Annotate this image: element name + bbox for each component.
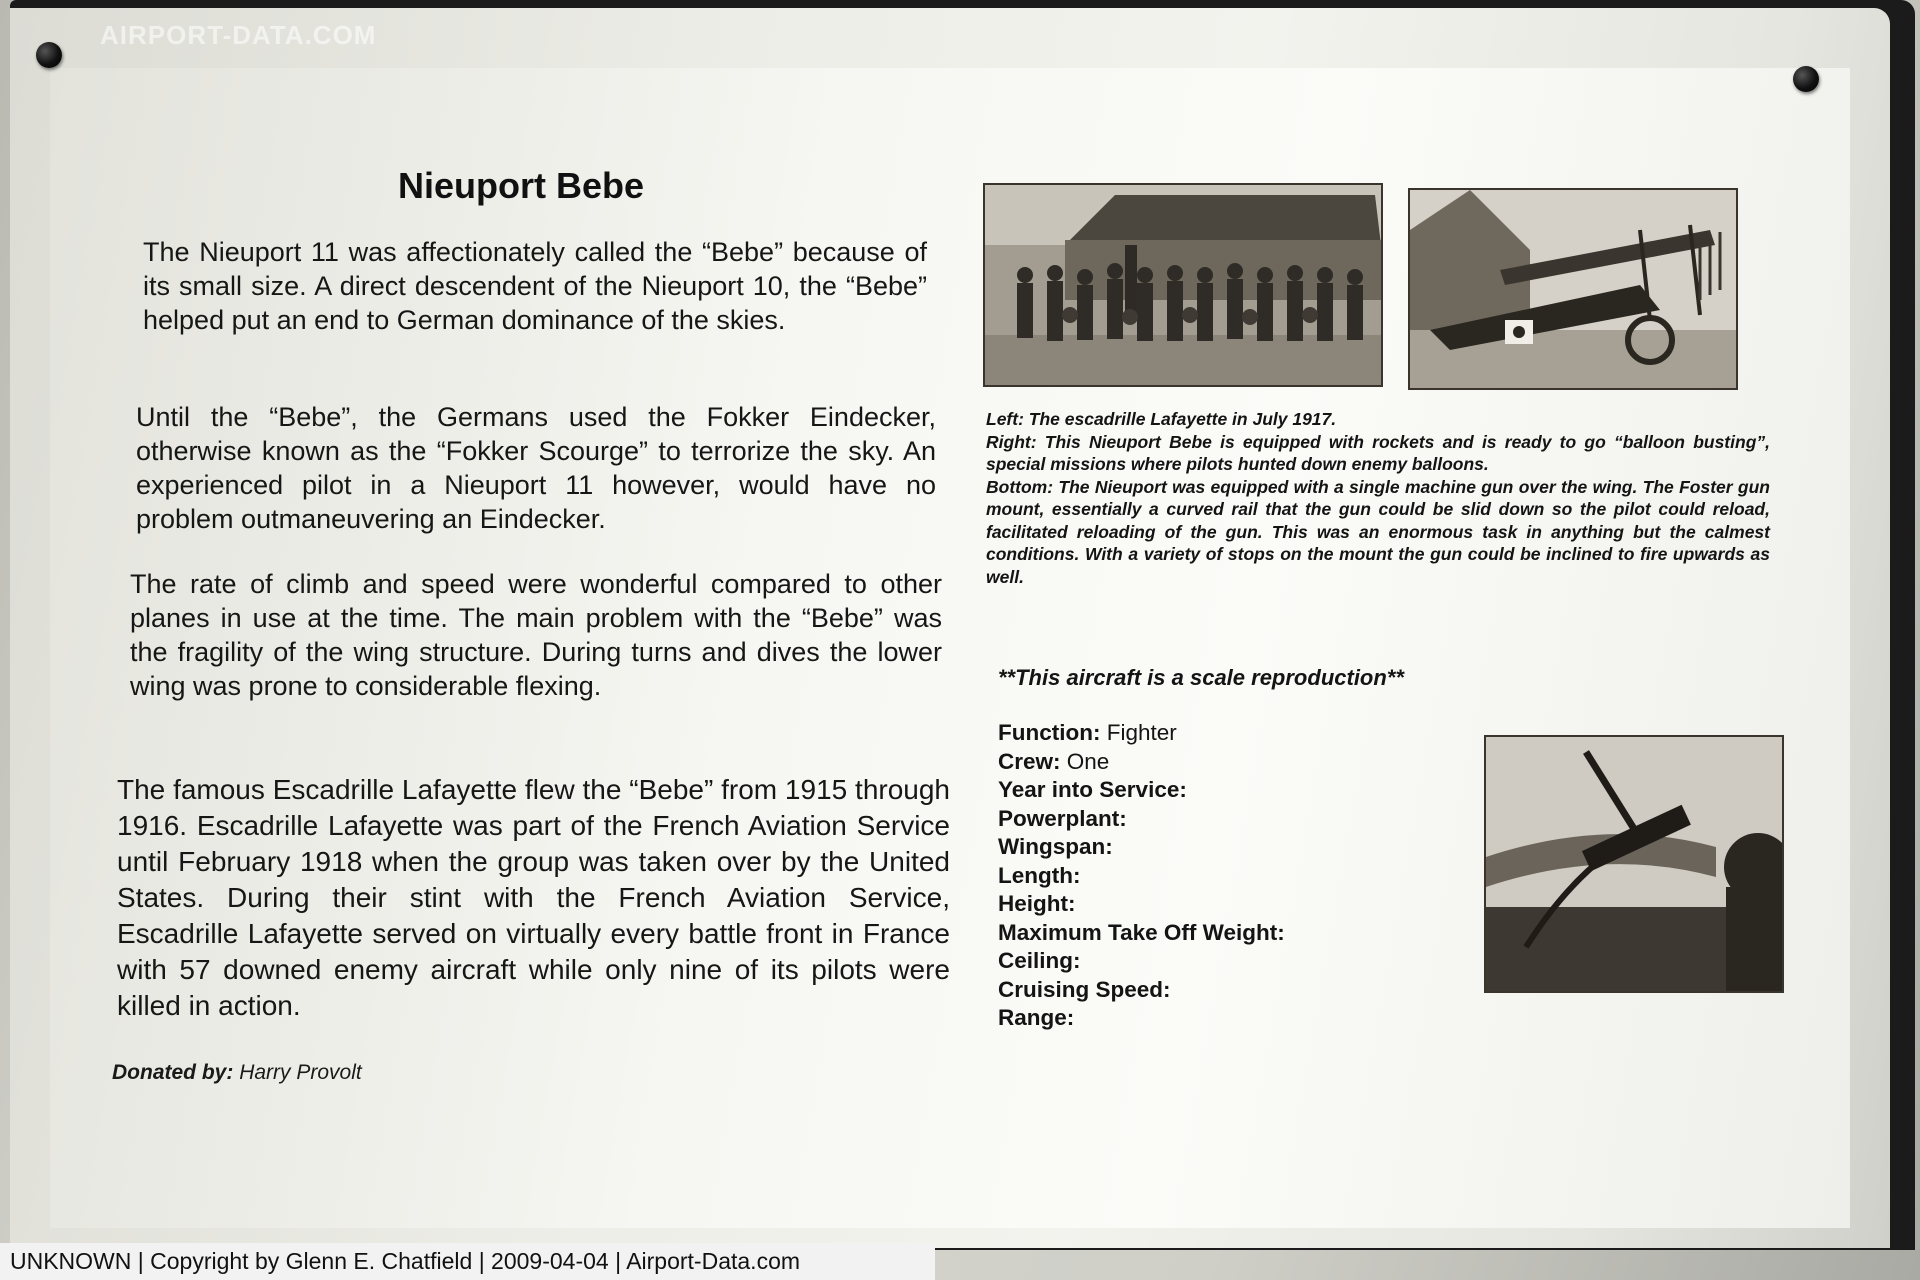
paragraph-escadrille: The famous Escadrille Lafayette flew the “Bebe” from 1915 through 1916. Escadrille Lafayette was part of the French Aviation Service until February 1918 when the group was taken over by the United States. During their stint with the French Aviation Service, Escadrille Lafayette served on virtually every battle front in France with 57 downed enemy aircraft while only nine of its pilots were killed in action. <box>117 774 950 1021</box>
spec-cruising-speed: Cruising Speed: <box>998 976 1171 1002</box>
paragraph-eindecker: Until the “Bebe”, the Germans used the Fokker Eindecker, otherwise known as the “Fokker Scourge” to terrorize the sky. An experienced pilot in a Nieuport 11 however, would have no problem outmaneuvering an Eindecker. <box>136 402 936 534</box>
photo-captions <box>986 408 1770 588</box>
paragraph-intro: The Nieuport 11 was affectionately called the “Bebe” because of its small size. A direct descendent of the Nieuport 10, the “Bebe” helped put an end to German dominance of the skies. <box>143 237 927 335</box>
photo-foster-gun-mount <box>1484 735 1784 993</box>
donor-name: Harry Provolt <box>239 1061 362 1084</box>
donated-by <box>112 1061 362 1085</box>
mounting-pin-right <box>1793 66 1819 92</box>
spec-range: Range: <box>998 1005 1075 1030</box>
paragraph-performance: The rate of climb and speed were wonderful compared to other planes in use at the time. The main problem with the “Bebe” was the fragility of the wing structure. During turns and dives the lower wing was prone to considerable flexing. <box>130 569 942 701</box>
photo-escadrille-group <box>983 183 1383 387</box>
spec-crew: Crew: One <box>998 748 1110 774</box>
spec-powerplant: Powerplant: <box>998 805 1127 831</box>
spec-max-takeoff-weight: Maximum Take Off Weight: <box>998 919 1285 945</box>
specs-list <box>998 720 1285 1034</box>
spec-wingspan: Wingspan: <box>998 834 1113 859</box>
spec-height: Height: <box>998 891 1076 916</box>
caption-left: Left: The escadrille Lafayette in July 1917. <box>986 409 1337 429</box>
reproduction-note: **This aircraft is a scale reproduction** <box>998 665 1404 690</box>
caption-right: Right: This Nieuport Bebe is equipped with rockets and is ready to go “balloon busting”, special missions where pilots hunted down enemy balloons. <box>986 431 1770 474</box>
spec-ceiling: Ceiling: <box>998 948 1081 973</box>
mounting-pin-left <box>36 42 62 68</box>
spec-function: Function: Fighter <box>998 720 1177 745</box>
photo-credit-footer: UNKNOWN | Copyright by Glenn E. Chatfield | 2009-04-04 | Airport-Data.com <box>0 1243 935 1280</box>
spec-year-into-service: Year into Service: <box>998 777 1187 802</box>
caption-bottom: Bottom: The Nieuport was equipped with a single machine gun over the wing. The Foster gun mount, essentially a curved rail that the gun could be slid down so the pilot could reload, facilitated reloading of the gun. This was an enormous task in anything but the calmest conditions. With a variety of stops on the mount the gun could be inclined to fire upwards as well. <box>986 476 1770 587</box>
page-title: Nieuport Bebe <box>398 165 645 206</box>
photo-nieuport-rockets <box>1408 188 1738 390</box>
spec-length: Length: <box>998 862 1081 888</box>
donated-label: Donated by: <box>112 1061 234 1084</box>
watermark: AIRPORT-DATA.COM <box>100 20 377 50</box>
